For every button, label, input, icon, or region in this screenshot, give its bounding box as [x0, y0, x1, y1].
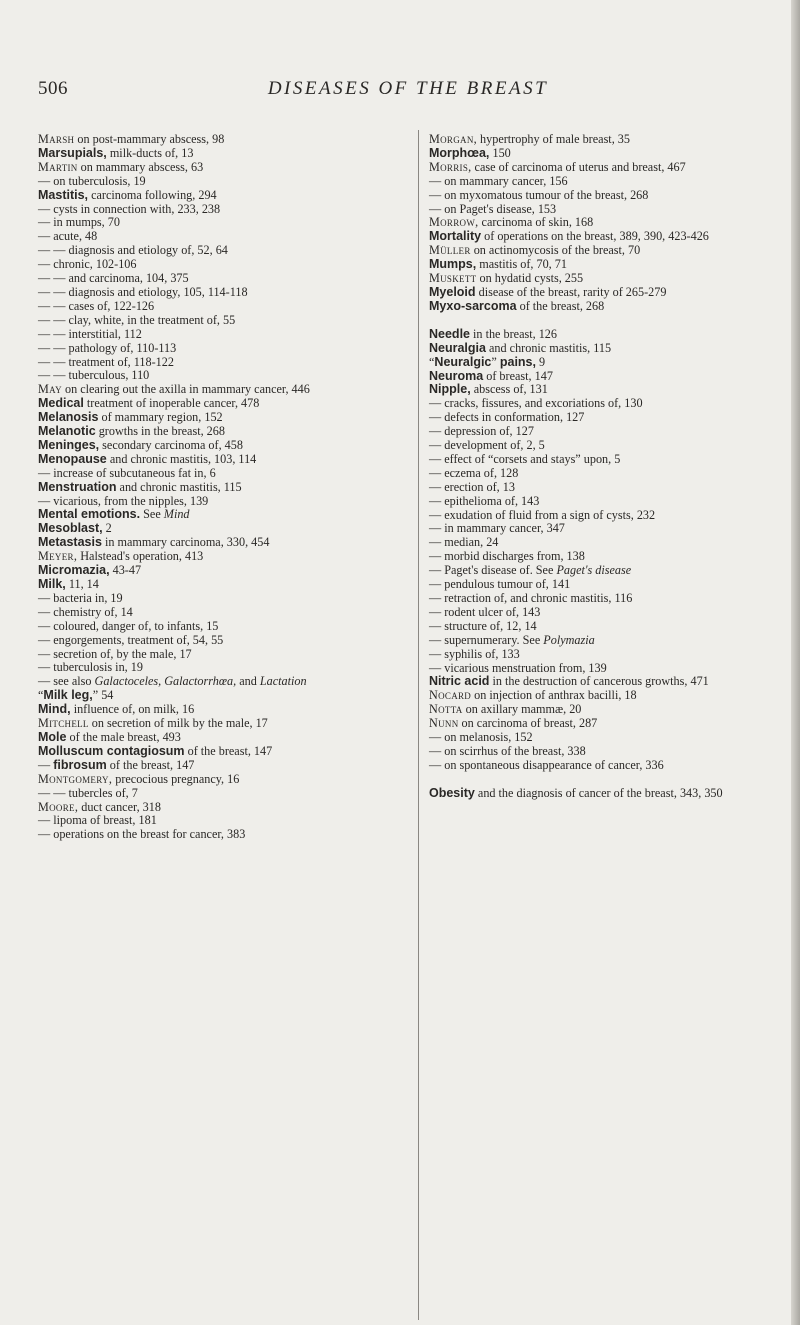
index-entry	[429, 592, 784, 606]
entry-text: — lipoma of breast, 181	[38, 813, 157, 828]
index-entry	[429, 648, 784, 662]
entry-text: and the diagnosis of cancer of the breast, 343, 350	[474, 785, 723, 800]
index-entry	[429, 745, 784, 759]
index-entry	[429, 356, 784, 370]
entry-author: Morris,	[429, 159, 472, 174]
entry-text: Halstead's operation, 413	[77, 549, 204, 564]
entry-text: of the breast, 147	[184, 743, 273, 758]
index-entry	[429, 147, 784, 161]
index-entry	[429, 175, 784, 189]
entry-headword: Milk,	[38, 577, 66, 591]
entry-text: and chronic mastitis, 115	[116, 479, 242, 494]
index-entry	[429, 286, 784, 300]
index-entry	[429, 662, 784, 676]
index-entry	[429, 133, 784, 147]
entry-text: in the destruction of cancerous growths, 471	[489, 674, 709, 689]
index-entry	[38, 495, 408, 509]
entry-headword: Neuralgic	[434, 354, 492, 369]
index-entry	[429, 717, 784, 731]
entry-text: — in mumps, 70	[38, 215, 120, 230]
entry-text: disease of the breast, rarity of 265-279	[475, 284, 667, 299]
index-entry	[38, 578, 408, 592]
index-entry	[429, 383, 784, 397]
entry-author: Montgomery,	[38, 771, 113, 786]
index-entry	[38, 592, 408, 606]
index-entry	[429, 300, 784, 314]
index-entry	[38, 606, 408, 620]
index-entry	[429, 634, 784, 648]
entry-text: of operations on the breast, 389, 390, 423-426	[481, 229, 709, 244]
entry-headword: Mesoblast,	[38, 521, 103, 536]
entry-author: Mitchell	[38, 716, 89, 731]
entry-text: — tuberculosis in, 19	[38, 660, 143, 675]
index-entry	[429, 578, 784, 592]
index-entry	[38, 342, 408, 356]
entry-text: — development of, 2, 5	[429, 438, 545, 453]
entry-text: — defects in conformation, 127	[429, 410, 585, 425]
index-entry	[38, 439, 408, 453]
index-entry	[429, 189, 784, 203]
index-column-right	[429, 133, 784, 801]
index-entry	[429, 453, 784, 467]
entry-text: — — and carcinoma, 104, 375	[38, 271, 189, 286]
entry-cross-reference: Paget's disease	[556, 563, 632, 578]
entry-text: — secretion of, by the male, 17	[38, 646, 192, 661]
entry-text: 43-47	[109, 563, 142, 578]
entry-text: hypertrophy of male breast, 35	[477, 132, 630, 146]
entry-text: mastitis of, 70, 71	[476, 257, 567, 272]
index-entry	[38, 717, 408, 731]
entry-text: ”	[491, 354, 500, 369]
index-entry	[429, 759, 784, 773]
index-entry	[38, 161, 408, 175]
entry-author: Müller	[429, 243, 471, 258]
section-gap	[429, 314, 784, 328]
index-entry	[429, 550, 784, 564]
entry-text: — morbid discharges from, 138	[429, 549, 585, 564]
entry-headword: Nitric acid	[429, 674, 490, 689]
entry-text: — epithelioma of, 143	[429, 493, 540, 508]
index-entry	[38, 411, 408, 425]
index-entry	[38, 703, 408, 717]
entry-text: of the breast, 268	[516, 298, 605, 313]
index-entry	[429, 370, 784, 384]
index-entry	[429, 203, 784, 217]
entry-text: — in mammary cancer, 347	[429, 521, 565, 536]
entry-text: — depression of, 127	[429, 424, 534, 439]
entry-headword: Metastasis	[38, 535, 102, 550]
index-entry	[429, 425, 784, 439]
entry-headword: fibrosum	[53, 757, 107, 772]
entry-headword: Needle	[429, 326, 470, 341]
index-entry	[429, 675, 784, 689]
index-entry	[429, 495, 784, 509]
index-entry	[429, 272, 784, 286]
index-entry	[429, 787, 784, 801]
entry-text: — on tuberculosis, 19	[38, 173, 146, 188]
entry-text: — — clay, white, in the treatment of, 55	[38, 312, 236, 327]
entry-text: on clearing out the axilla in mammary cancer, 446	[61, 382, 310, 397]
entry-text: precocious pregnancy, 16	[112, 771, 240, 786]
entry-author: Morgan,	[429, 132, 477, 146]
index-entry	[38, 467, 408, 481]
entry-headword: Obesity	[429, 785, 475, 800]
entry-text: — vicarious menstruation from, 139	[429, 660, 607, 675]
entry-author: Nunn	[429, 716, 459, 731]
index-entry	[38, 745, 408, 759]
entry-headword: Milk leg,	[43, 688, 93, 703]
index-entry	[38, 773, 408, 787]
entry-text: ” 54	[92, 688, 114, 703]
entry-text: — operations on the breast for cancer, 383	[38, 827, 246, 842]
entry-text: — effect of “corsets and stays” upon, 5	[429, 451, 621, 466]
entry-text: on carcinoma of breast, 287	[458, 716, 598, 731]
entry-author: Notta	[429, 702, 463, 717]
entry-text: — structure of, 12, 14	[429, 618, 537, 633]
entry-text: — vicarious, from the nipples, 139	[38, 493, 209, 508]
entry-text: and chronic mastitis, 115	[485, 340, 612, 355]
entry-text: — acute, 48	[38, 229, 98, 244]
entry-headword: Micromazia,	[38, 563, 110, 578]
entry-text: in mammary carcinoma, 330, 454	[101, 535, 270, 550]
entry-text: and	[236, 674, 260, 689]
entry-text: — — diagnosis and etiology, 105, 114-118	[38, 284, 248, 299]
entry-text: — see also	[38, 674, 95, 689]
entry-text: case of carcinoma of uterus and breast, 467	[471, 159, 686, 174]
index-entry	[38, 828, 408, 842]
index-entry	[38, 481, 408, 495]
entry-cross-reference: Lactation	[259, 674, 307, 689]
entry-cross-reference: Galactoceles, Galactorrhœa,	[94, 674, 237, 689]
entry-text: — on spontaneous disappearance of cancer, 336	[429, 757, 664, 772]
entry-text: — — diagnosis and etiology of, 52, 64	[38, 243, 228, 258]
entry-text: on post-mammary abscess, 98	[74, 132, 225, 146]
entry-headword: Mental emotions.	[38, 507, 141, 522]
index-entry	[429, 161, 784, 175]
index-entry	[38, 300, 408, 314]
entry-author: Martin	[38, 159, 78, 174]
entry-text: growths in the breast, 268	[95, 424, 225, 439]
entry-text: 2	[102, 521, 112, 536]
entry-text: — bacteria in, 19	[38, 590, 123, 605]
index-entry	[38, 203, 408, 217]
index-entry	[429, 620, 784, 634]
entry-text: of mammary region, 152	[98, 410, 223, 425]
index-entry	[38, 522, 408, 536]
index-entry	[38, 397, 408, 411]
entry-text: on mammary abscess, 63	[77, 159, 204, 174]
entry-author: Meyer,	[38, 549, 78, 564]
entry-text: of breast, 147	[483, 368, 553, 383]
index-entry	[38, 801, 408, 815]
entry-headword: Melanosis	[38, 410, 99, 425]
index-entry	[38, 759, 408, 773]
index-entry	[38, 328, 408, 342]
entry-text: — on myxomatous tumour of the breast, 268	[429, 187, 649, 202]
entry-text: milk-ducts of, 13	[106, 145, 194, 160]
entry-text: — syphilis of, 133	[429, 646, 520, 661]
entry-headword: Mumps,	[429, 257, 477, 272]
index-entry	[38, 648, 408, 662]
entry-headword: Mastitis,	[38, 187, 89, 202]
index-entry	[38, 216, 408, 230]
index-entry	[38, 453, 408, 467]
entry-text: on secretion of milk by the male, 17	[88, 716, 268, 731]
page-edge-shadow	[791, 0, 800, 1325]
index-entry	[429, 467, 784, 481]
index-entry	[38, 634, 408, 648]
entry-text: — cysts in connection with, 233, 238	[38, 201, 221, 216]
index-entry	[38, 175, 408, 189]
entry-author: Marsh	[38, 132, 75, 146]
entry-text: treatment of inoperable cancer, 478	[83, 396, 260, 411]
entry-text: of the breast, 147	[106, 757, 195, 772]
entry-text: — engorgements, treatment of, 54, 55	[38, 632, 224, 647]
entry-text: on actinomycosis of the breast, 70	[470, 243, 641, 258]
entry-text: — supernumerary. See	[429, 632, 544, 647]
index-entry	[38, 620, 408, 634]
entry-text: and chronic mastitis, 103, 114	[106, 451, 257, 466]
entry-text: — rodent ulcer of, 143	[429, 604, 541, 619]
index-entry	[38, 661, 408, 675]
index-entry	[38, 133, 408, 147]
entry-author: Nocard	[429, 688, 472, 703]
entry-text: 11, 14	[65, 577, 99, 591]
entry-text: — on melanosis, 152	[429, 730, 533, 745]
index-entry	[38, 258, 408, 272]
index-entry	[429, 509, 784, 523]
index-entry	[429, 397, 784, 411]
section-gap	[429, 773, 784, 787]
index-entry	[429, 244, 784, 258]
index-entry	[38, 244, 408, 258]
entry-headword: Meninges,	[38, 437, 100, 452]
entry-text: 150	[489, 145, 511, 160]
entry-headword: Molluscum contagiosum	[38, 743, 185, 758]
entry-text: “	[429, 354, 435, 369]
entry-text: — eczema of, 128	[429, 465, 519, 480]
entry-text: duct cancer, 318	[78, 799, 161, 814]
index-entry	[38, 314, 408, 328]
index-entry	[429, 230, 784, 244]
index-entry	[429, 439, 784, 453]
entry-text: — erection of, 13	[429, 479, 515, 494]
entry-text: — increase of subcutaneous fat in, 6	[38, 465, 216, 480]
index-entry	[429, 258, 784, 272]
index-entry	[38, 564, 408, 578]
index-entry	[429, 703, 784, 717]
entry-text: — — interstitial, 112	[38, 326, 142, 341]
index-entry	[38, 787, 408, 801]
entry-text: on axillary mammæ, 20	[462, 702, 582, 717]
entry-text: — — tuberculous, 110	[38, 368, 150, 383]
index-entry	[38, 230, 408, 244]
entry-text: — — pathology of, 110-113	[38, 340, 177, 355]
entry-headword: Mole	[38, 729, 67, 744]
index-entry	[38, 508, 408, 522]
entry-author: Muskett	[429, 271, 477, 286]
entry-text: — on Paget's disease, 153	[429, 201, 557, 216]
entry-text: — — tubercles of, 7	[38, 785, 138, 800]
entry-headword: Marsupials,	[38, 145, 107, 160]
running-title: DISEASES OF THE BREAST	[267, 78, 549, 99]
index-entry	[38, 286, 408, 300]
entry-headword: Mortality	[429, 229, 482, 244]
entry-text: “	[38, 688, 44, 703]
entry-text: carcinoma of skin, 168	[478, 215, 594, 230]
entry-text: — — treatment of, 118-122	[38, 354, 174, 369]
entry-text: — cracks, fissures, and excoriations of, 130	[429, 396, 643, 411]
entry-headword: Melanotic	[38, 424, 96, 439]
entry-text: on injection of anthrax bacilli, 18	[471, 688, 637, 703]
index-entry	[429, 606, 784, 620]
index-entry	[38, 814, 408, 828]
entry-cross-reference: Polymazia	[543, 632, 595, 647]
entry-headword: Neuralgia	[429, 340, 486, 355]
entry-text: — pendulous tumour of, 141	[429, 577, 571, 592]
entry-text: — chemistry of, 14	[38, 604, 133, 619]
index-entry	[429, 342, 784, 356]
index-entry	[38, 147, 408, 161]
index-entry	[429, 481, 784, 495]
index-entry	[38, 675, 408, 689]
index-entry	[429, 411, 784, 425]
entry-text: — on mammary cancer, 156	[429, 173, 568, 188]
entry-text: abscess of, 131	[470, 382, 548, 397]
index-entry	[38, 550, 408, 564]
index-entry	[429, 564, 784, 578]
entry-headword: Menopause	[38, 451, 107, 466]
entry-text: — median, 24	[429, 535, 499, 550]
entry-text: influence of, on milk, 16	[70, 702, 195, 717]
page-number: 506	[38, 78, 68, 99]
entry-text: carcinoma following, 294	[88, 187, 217, 202]
index-entry	[38, 731, 408, 745]
index-entry	[429, 328, 784, 342]
entry-text: — — cases of, 122-126	[38, 298, 155, 313]
entry-headword: pains,	[499, 354, 536, 369]
index-column-left	[38, 133, 408, 842]
entry-text: in the breast, 126	[470, 326, 557, 341]
entry-cross-reference: Mind	[163, 507, 190, 522]
entry-text: —	[38, 757, 54, 772]
entry-text: on hydatid cysts, 255	[476, 271, 584, 286]
entry-text: See	[140, 507, 164, 522]
column-divider	[418, 130, 419, 1320]
index-entry	[38, 689, 408, 703]
entry-text: of the male breast, 493	[66, 729, 181, 744]
index-entry	[38, 425, 408, 439]
index-entry	[38, 356, 408, 370]
index-entry	[429, 216, 784, 230]
entry-text: — exudation of fluid from a sign of cysts, 232	[429, 507, 656, 522]
index-entry	[38, 369, 408, 383]
index-entry	[429, 522, 784, 536]
entry-author: Morrow,	[429, 215, 479, 230]
entry-headword: Morphœa,	[429, 145, 490, 160]
entry-headword: Neuroma	[429, 368, 484, 383]
entry-text: — retraction of, and chronic mastitis, 116	[429, 591, 633, 605]
index-entry	[429, 731, 784, 745]
entry-headword: Nipple,	[429, 382, 471, 397]
entry-headword: Myxo-sarcoma	[429, 298, 517, 313]
entry-text: — coloured, danger of, to infants, 15	[38, 618, 219, 633]
entry-author: Moore,	[38, 799, 79, 814]
index-entry	[38, 383, 408, 397]
index-entry	[429, 536, 784, 550]
entry-author: May	[38, 382, 62, 397]
page-header	[38, 78, 778, 108]
index-entry	[38, 536, 408, 550]
index-entry	[38, 189, 408, 203]
index-entry	[38, 272, 408, 286]
entry-headword: Menstruation	[38, 479, 117, 494]
entry-text: 9	[535, 354, 546, 369]
entry-text: — on scirrhus of the breast, 338	[429, 743, 586, 758]
entry-headword: Medical	[38, 396, 84, 411]
entry-text: secondary carcinoma of, 458	[99, 437, 243, 452]
entry-text: — Paget's disease of. See	[429, 563, 557, 578]
index-entry	[429, 689, 784, 703]
entry-headword: Myeloid	[429, 284, 476, 299]
entry-headword: Mind,	[38, 702, 71, 717]
entry-text: — chronic, 102-106	[38, 257, 137, 272]
